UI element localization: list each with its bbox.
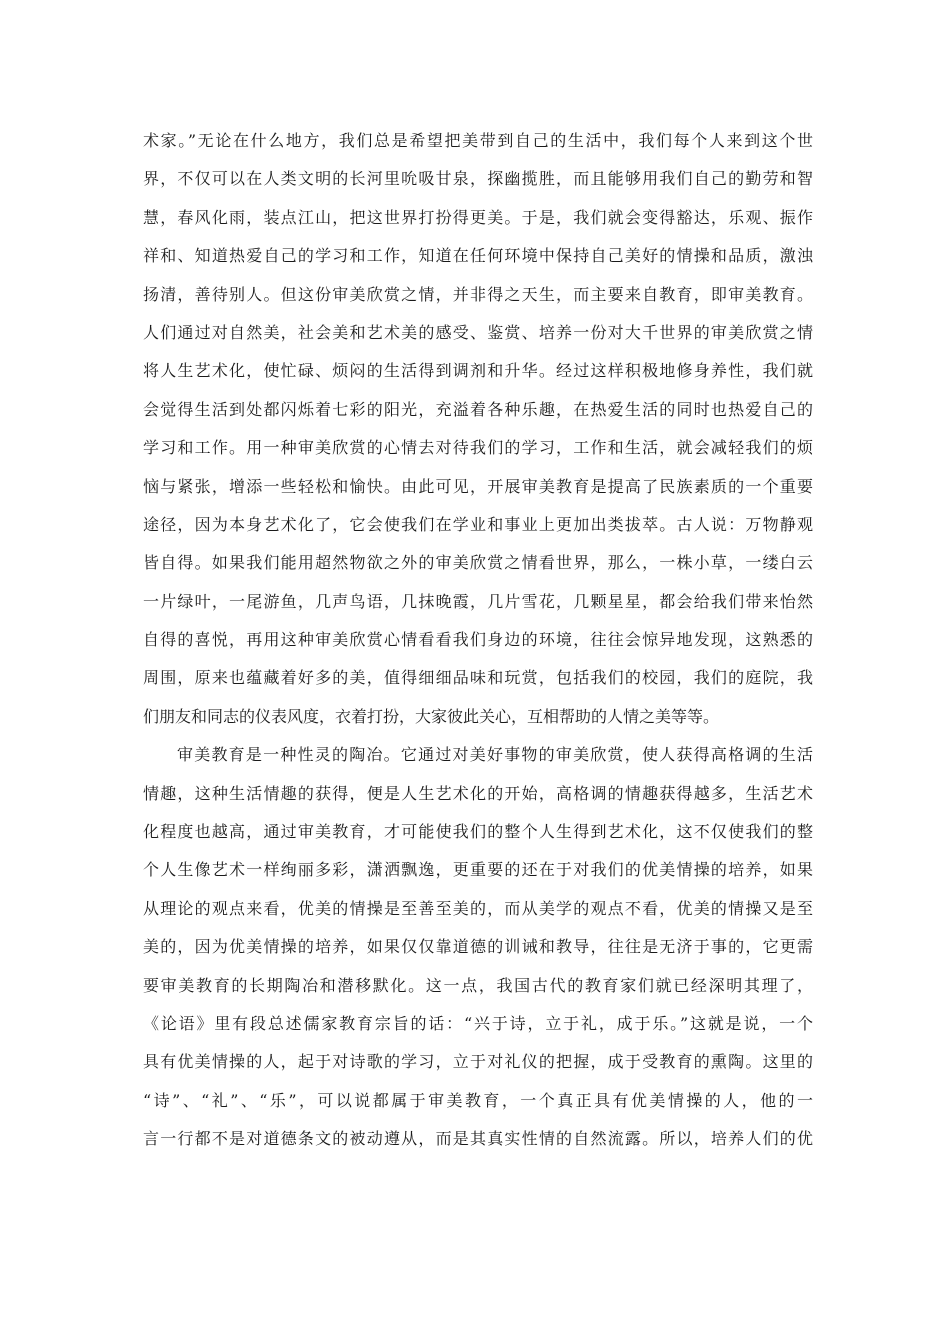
- text-line: 审美教育是一种性灵的陶冶。它通过对美好事物的审美欣赏，使人获得高格调的生活: [177, 745, 813, 765]
- text-line: “诗”、“礼”、“乐”，可以说都属于审美教育，一个真正具有优美情操的人，他的一: [143, 1090, 813, 1110]
- text-line: 慧，春风化雨，装点江山，把这世界打扮得更美。于是，我们就会变得豁达，乐观、振作: [143, 207, 813, 227]
- paragraph-1: [143, 122, 813, 736]
- text-line: 途径，因为本身艺术化了，它会使我们在学业和事业上更加出类拔萃。古人说：万物静观: [143, 514, 813, 534]
- text-line: 术家。”无论在什么地方，我们总是希望把美带到自己的生活中，我们每个人来到这个世: [143, 131, 813, 150]
- text-line: 祥和、知道热爱自己的学习和工作，知道在任何环境中保持自己美好的情操和品质，激浊: [143, 246, 813, 266]
- text-line: 要审美教育的长期陶冶和潜移默化。这一点，我国古代的教育家们就已经深明其理了，: [143, 975, 813, 995]
- text-line: 情趣，这种生活情趣的获得，便是人生艺术化的开始，高格调的情趣获得越多，生活艺术: [143, 783, 813, 803]
- text-line: 《论语》里有段总述儒家教育宗旨的话：“兴于诗，立于礼，成于乐。”这就是说，一个: [143, 1013, 813, 1033]
- text-line: 皆自得。如果我们能用超然物欲之外的审美欣赏之情看世界，那么，一株小草，一缕白云: [143, 553, 813, 573]
- text-line: 将人生艺术化，使忙碌、烦闷的生活得到调剂和升华。经过这样积极地修身养性，我们就: [143, 361, 813, 381]
- text-line: 一片绿叶，一尾游鱼，几声鸟语，几抹晚霞，几片雪花，几颗星星，都会给我们带来怡然: [143, 591, 813, 611]
- text-line: 周围，原来也蕴藏着好多的美，值得细细品味和玩赏，包括我们的校园，我们的庭院，我: [143, 668, 813, 688]
- text-line: 美的，因为优美情操的培养，如果仅仅靠道德的训诫和教导，往往是无济于事的，它更需: [143, 937, 813, 957]
- text-line: 学习和工作。用一种审美欣赏的心情去对待我们的学习，工作和生活，就会减轻我们的烦: [143, 438, 813, 458]
- text-line: 化程度也越高，通过审美教育，才可能使我们的整个人生得到艺术化，这不仅使我们的整: [143, 822, 813, 842]
- document-body: [143, 122, 813, 1159]
- text-line: 扬清，善待别人。但这份审美欣赏之情，并非得之天生，而主要来自教育，即审美教育。: [143, 284, 813, 304]
- text-line: 恼与紧张，增添一些轻松和愉快。由此可见，开展审美教育是提高了民族素质的一个重要: [143, 476, 813, 496]
- text-line: 界，不仅可以在人类文明的长河里吮吸甘泉，探幽揽胜，而且能够用我们自己的勤劳和智: [143, 169, 813, 189]
- text-line: 从理论的观点来看，优美的情操是至善至美的，而从美学的观点不看，优美的情操又是至: [143, 898, 813, 918]
- text-line: 们朋友和同志的仪表风度，衣着打扮，大家彼此关心，互相帮助的人情之美等等。: [143, 706, 720, 726]
- text-line: 会觉得生活到处都闪烁着七彩的阳光，充溢着各种乐趣，在热爱生活的同时也热爱自己的: [143, 399, 813, 419]
- text-line: 个人生像艺术一样绚丽多彩，潇洒飘逸，更重要的还在于对我们的优美情操的培养，如果: [143, 860, 813, 880]
- text-line: 自得的喜悦，再用这种审美欣赏心情看看我们身边的环境，往往会惊异地发现，这熟悉的: [143, 630, 813, 650]
- text-line: 人们通过对自然美，社会美和艺术美的感受、鉴赏、培养一份对大千世界的审美欣赏之情: [143, 322, 813, 342]
- text-line: 具有优美情操的人，起于对诗歌的学习，立于对礼仪的把握，成于受教育的熏陶。这里的: [143, 1052, 813, 1072]
- paragraph-2: [143, 736, 813, 1158]
- text-line: 言一行都不是对道德条文的被动遵从，而是其真实性情的自然流露。所以，培养人们的优: [143, 1129, 813, 1149]
